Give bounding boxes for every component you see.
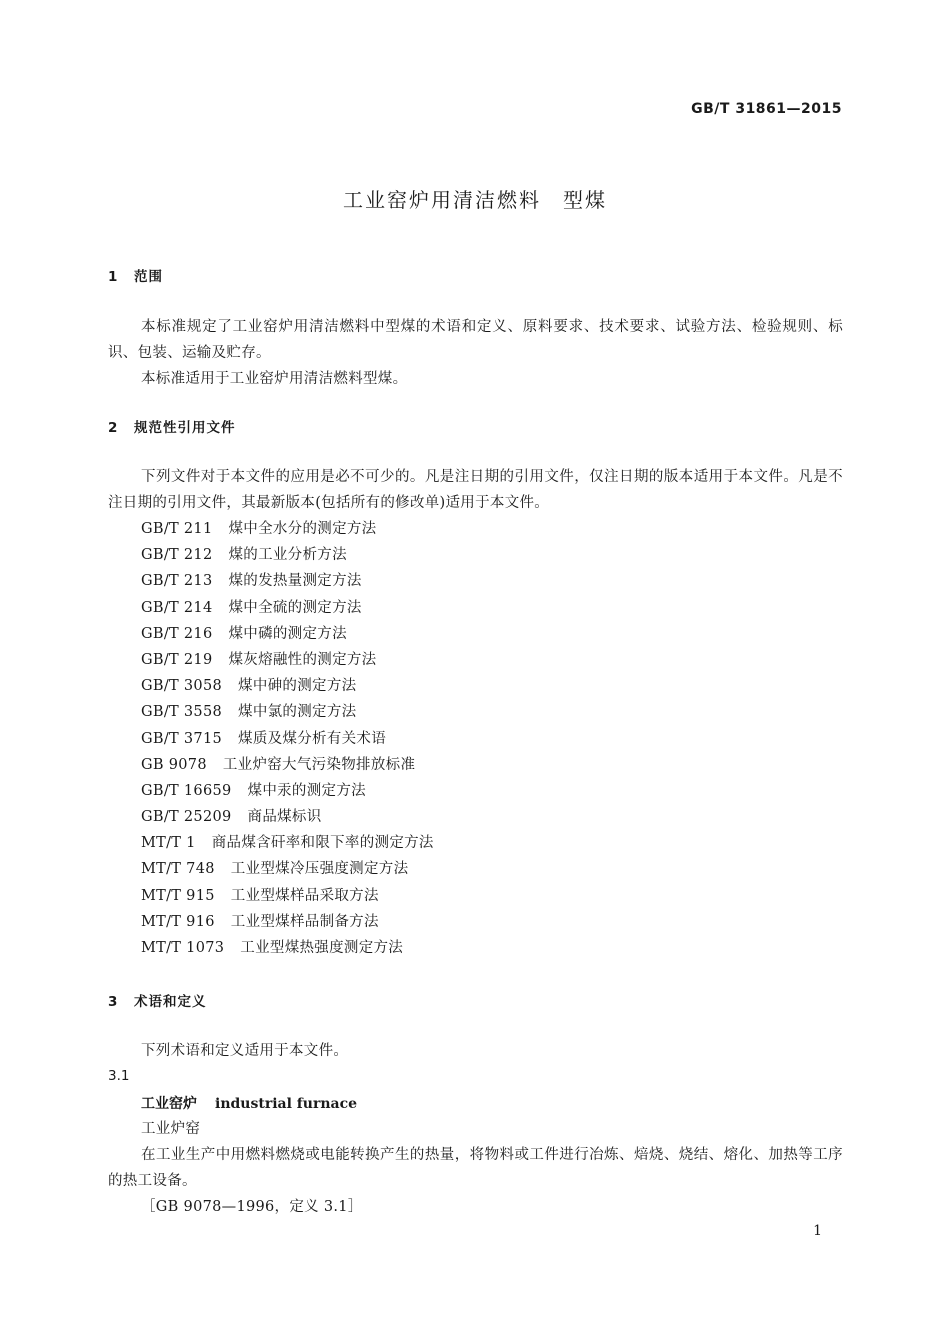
section-heading-terms [108, 990, 207, 1010]
reference-item [141, 778, 434, 804]
reference-code: GB/T 214 [141, 599, 213, 616]
term-source: ［GB 9078—1996，定义 3.1］ [141, 1199, 363, 1215]
reference-name: 煤中全水分的测定方法 [228, 521, 377, 537]
reference-item [141, 856, 434, 882]
scope-paragraph-2: 本标准适用于工业窑炉用清洁燃料型煤。 [141, 371, 408, 387]
reference-code: GB/T 216 [141, 625, 213, 642]
reference-name: 工业炉窑大气污染物排放标准 [222, 756, 416, 773]
section-number: 1 [108, 269, 119, 285]
reference-code: MT/T 1 [141, 835, 196, 852]
reference-item [141, 830, 434, 856]
reference-code: MT/T 916 [141, 913, 215, 930]
term-heading [141, 1093, 357, 1113]
terms-intro: 下列术语和定义适用于本文件。 [141, 1043, 349, 1059]
reference-name: 煤的发热量测定方法 [228, 573, 362, 590]
reference-code: MT/T 1073 [141, 940, 225, 956]
reference-name: 工业型煤热强度测定方法 [240, 940, 404, 956]
term-english: industrial furnace [215, 1096, 358, 1112]
reference-item [141, 673, 434, 699]
section-number: 2 [108, 420, 119, 436]
reference-item [141, 935, 434, 961]
reference-item [141, 647, 434, 673]
reference-name: 煤的工业分析方法 [228, 547, 347, 564]
reference-item [141, 883, 434, 909]
term-chinese: 工业窑炉 [141, 1096, 197, 1112]
section-title: 范围 [134, 269, 163, 285]
reference-code: GB/T 213 [141, 573, 213, 590]
references-intro: 下列文件对于本文件的应用是必不可少的。凡是注日期的引用文件，仅注日期的版本适用于本文件。凡是不注日期的引用文件，其最新版本(包括所有的修改单)适用于本文件。 [108, 469, 843, 511]
reference-name: 商品煤标识 [247, 809, 322, 826]
reference-code: GB/T 212 [141, 547, 213, 564]
reference-name: 煤中砷的测定方法 [238, 678, 357, 695]
reference-item [141, 595, 434, 621]
reference-item [141, 542, 434, 568]
section-title: 术语和定义 [134, 994, 207, 1010]
reference-code: GB/T 3058 [141, 678, 223, 695]
section-title: 规范性引用文件 [134, 420, 236, 436]
reference-code: GB/T 16659 [141, 782, 232, 799]
page-number: 1 [813, 1223, 822, 1239]
reference-name: 煤中全硫的测定方法 [228, 599, 362, 616]
reference-item [141, 516, 434, 542]
reference-item [141, 909, 434, 935]
section-number: 3 [108, 994, 119, 1010]
term-definition: 在工业生产中用燃料燃烧或电能转换产生的热量，将物料或工件进行冶炼、焙烧、烧结、熔化、加热等工序的热工设备。 [108, 1147, 843, 1189]
reference-code: GB/T 3715 [141, 730, 223, 747]
reference-item [141, 726, 434, 752]
scope-paragraph-1: 本标准规定了工业窑炉用清洁燃料中型煤的术语和定义、原料要求、技术要求、试验方法、检验规则、标识、包装、运输及贮存。 [108, 319, 843, 361]
reference-name: 工业型煤样品制备方法 [230, 913, 379, 930]
reference-name: 煤灰熔融性的测定方法 [228, 651, 377, 668]
reference-code: MT/T 915 [141, 887, 215, 904]
reference-name: 煤质及煤分析有关术语 [238, 730, 387, 747]
document-title: 工业窑炉用清洁燃料 型煤 [343, 188, 607, 212]
reference-code: GB/T 3558 [141, 704, 223, 721]
reference-item [141, 804, 434, 830]
reference-item [141, 699, 434, 725]
reference-name: 商品煤含矸率和限下率的测定方法 [211, 835, 434, 852]
reference-code: GB/T 211 [141, 521, 213, 537]
reference-list [141, 516, 434, 961]
reference-name: 工业型煤样品采取方法 [230, 887, 379, 904]
term-number: 3.1 [108, 1068, 130, 1084]
section-heading-scope [108, 265, 163, 285]
reference-code: GB/T 25209 [141, 809, 232, 826]
reference-code: MT/T 748 [141, 861, 215, 878]
reference-item [141, 752, 434, 778]
reference-code: GB 9078 [141, 756, 207, 773]
reference-name: 煤中氯的测定方法 [238, 704, 357, 721]
term-synonym: 工业炉窑 [141, 1121, 201, 1137]
reference-name: 工业型煤冷压强度测定方法 [230, 861, 409, 878]
reference-name: 煤中汞的测定方法 [247, 782, 366, 799]
standard-code: GB/T 31861—2015 [691, 101, 842, 117]
section-heading-normative-references [108, 416, 236, 436]
reference-code: GB/T 219 [141, 651, 213, 668]
reference-item [141, 568, 434, 594]
reference-item [141, 621, 434, 647]
reference-name: 煤中磷的测定方法 [228, 625, 347, 642]
